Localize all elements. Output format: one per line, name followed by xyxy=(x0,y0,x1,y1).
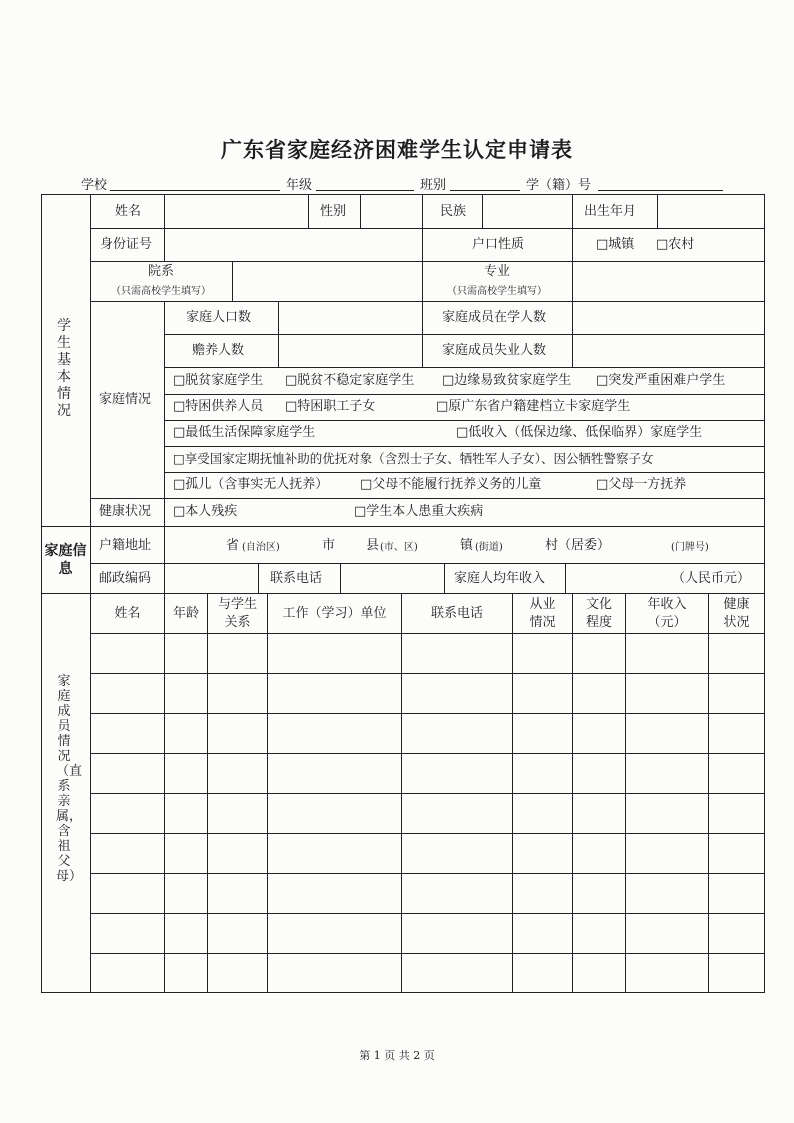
grade-field[interactable] xyxy=(316,190,414,191)
col-line xyxy=(308,194,309,228)
page-footer: 第 1 页 共 2 页 xyxy=(359,1049,435,1062)
urban-checkbox[interactable]: □城镇 xyxy=(596,237,635,252)
col-header-occupation: 从业 xyxy=(529,597,556,612)
id-no-label: 身份证号 xyxy=(100,237,153,252)
col-line xyxy=(267,593,268,993)
row-line xyxy=(164,420,764,421)
table-border-right xyxy=(764,194,765,993)
section-divider xyxy=(41,593,764,594)
rmb-note: （人民币元） xyxy=(672,571,751,586)
town-label: 镇 xyxy=(460,538,474,553)
members-unemployed-label: 家庭成员失业人数 xyxy=(442,343,547,358)
disability-checkbox[interactable]: □本人残疾 xyxy=(173,504,238,519)
dependents-label: 赡养人数 xyxy=(192,343,245,358)
health-label: 健康状况 xyxy=(99,504,152,519)
section-divider xyxy=(41,526,764,527)
gender-label: 性别 xyxy=(320,204,347,219)
row-line xyxy=(90,793,764,794)
col-line xyxy=(360,194,361,228)
household-size-label: 家庭人口数 xyxy=(186,310,252,325)
col-line xyxy=(482,194,483,228)
col-line xyxy=(207,593,208,993)
col-line xyxy=(657,194,658,228)
town-note: (街道) xyxy=(475,542,503,553)
class-label: 班别 xyxy=(420,178,447,193)
row-line xyxy=(90,713,764,714)
row-line xyxy=(164,446,764,447)
county-label: 县 xyxy=(366,538,380,553)
col-header-health: 健康 xyxy=(723,597,750,612)
row-line xyxy=(90,498,764,499)
rural-checkbox[interactable]: □农村 xyxy=(656,237,695,252)
school-label: 学校 xyxy=(81,178,108,193)
col-header-age: 年龄 xyxy=(172,606,199,621)
serious-illness-checkbox[interactable]: □学生本人患重大疾病 xyxy=(354,504,484,519)
col-header-education-2: 程度 xyxy=(585,615,612,630)
ethnicity-label: 民族 xyxy=(440,204,467,219)
postcode-label: 邮政编码 xyxy=(99,571,152,586)
col-header-phone: 联系电话 xyxy=(430,606,483,621)
col-header-occupation-2: 情况 xyxy=(529,615,556,630)
major-note: （只需高校学生填写） xyxy=(447,286,547,297)
row-line xyxy=(90,953,764,954)
county-note: (市、区) xyxy=(380,542,418,553)
village-label: 村（居委） xyxy=(545,538,611,553)
faculty-note: （只需高校学生填写） xyxy=(111,286,211,297)
family-situation-label: 家庭情况 xyxy=(99,392,152,407)
col-line xyxy=(565,563,566,593)
row-line xyxy=(90,301,764,302)
form-title: 广东省家庭经济困难学生认定申请表 xyxy=(221,138,573,162)
col-header-name: 姓名 xyxy=(114,606,141,621)
province-note: (自治区) xyxy=(242,542,280,553)
section-label-members: 家庭成员情况（直系亲属，含祖父母） xyxy=(56,674,83,884)
row-line xyxy=(90,563,764,564)
row-line xyxy=(90,228,764,229)
row-line xyxy=(90,913,764,914)
col-line xyxy=(422,194,423,367)
col-line xyxy=(625,593,626,993)
col-line xyxy=(232,261,233,301)
option-checkbox[interactable]: □特困供养人员 xyxy=(173,399,264,414)
row-line xyxy=(164,472,764,473)
col-line xyxy=(572,194,573,367)
col-line xyxy=(164,194,165,261)
row-line xyxy=(90,673,764,674)
section-label-basic: 学生基本情况 xyxy=(57,318,71,419)
option-checkbox[interactable]: □父母不能履行抚养义务的儿童 xyxy=(360,477,542,492)
col-header-health-2: 状况 xyxy=(723,615,750,630)
col-line xyxy=(164,526,165,593)
col-header-relation-2: 关系 xyxy=(224,615,251,630)
table-border-top xyxy=(41,194,764,195)
class-field[interactable] xyxy=(450,190,520,191)
col-line xyxy=(164,301,165,526)
row-line xyxy=(164,334,764,335)
col-header-income: 年收入 xyxy=(647,597,687,612)
col-line xyxy=(444,563,445,593)
section-label-family-info: 家庭信息 xyxy=(44,543,87,577)
col-line xyxy=(572,593,573,993)
grade-label: 年级 xyxy=(286,178,313,193)
row-line xyxy=(90,261,764,262)
col-line xyxy=(278,301,279,367)
province-label: 省 xyxy=(226,538,240,553)
name-label: 姓名 xyxy=(115,204,142,219)
row-line xyxy=(90,833,764,834)
col-header-employer: 工作（学习）单位 xyxy=(282,606,387,621)
faculty-label: 院系 xyxy=(147,264,174,279)
row-line xyxy=(164,367,764,368)
col-line xyxy=(401,593,402,993)
major-label: 专业 xyxy=(483,264,510,279)
col-line xyxy=(164,593,165,993)
hukou-type-label: 户口性质 xyxy=(472,237,525,252)
col-header-education: 文化 xyxy=(585,597,612,612)
option-checkbox[interactable]: □低收入（低保边缘、低保临界）家庭学生 xyxy=(456,425,703,440)
address-label: 户籍地址 xyxy=(99,538,152,553)
income-label: 家庭人均年收入 xyxy=(454,571,546,586)
option-checkbox[interactable]: □享受国家定期抚恤补助的优抚对象（含烈士子女、牺牲军人子女）、因公牺牲警察子女 xyxy=(173,451,654,466)
col-header-income-2: （元） xyxy=(647,615,687,630)
city-label: 市 xyxy=(322,538,336,553)
student-no-field[interactable] xyxy=(598,190,723,191)
option-checkbox[interactable]: □孤儿（含事实无人抚养） xyxy=(173,477,329,492)
col-line xyxy=(512,593,513,993)
phone-label: 联系电话 xyxy=(270,571,323,586)
option-checkbox[interactable]: □父母一方抚养 xyxy=(596,477,687,492)
row-line xyxy=(164,394,764,395)
option-checkbox[interactable]: □突发严重困难户学生 xyxy=(596,373,726,388)
door-no-note: (门牌号) xyxy=(671,542,709,553)
student-no-label: 学（籍）号 xyxy=(526,178,592,193)
option-checkbox[interactable]: □脱贫家庭学生 xyxy=(173,373,264,388)
row-line xyxy=(90,633,764,634)
col-line xyxy=(708,593,709,993)
birth-label: 出生年月 xyxy=(584,204,637,219)
col-header-relation: 与学生 xyxy=(217,597,257,612)
option-checkbox[interactable]: □最低生活保障家庭学生 xyxy=(173,425,316,440)
members-in-school-label: 家庭成员在学人数 xyxy=(442,310,547,325)
option-checkbox[interactable]: □边缘易致贫家庭学生 xyxy=(442,373,572,388)
option-checkbox[interactable]: □特困职工子女 xyxy=(285,399,376,414)
school-field[interactable] xyxy=(110,190,280,191)
option-checkbox[interactable]: □原广东省户籍建档立卡家庭学生 xyxy=(436,399,631,414)
col-line xyxy=(340,563,341,593)
col-line xyxy=(258,563,259,593)
row-line xyxy=(90,873,764,874)
option-checkbox[interactable]: □脱贫不稳定家庭学生 xyxy=(285,373,415,388)
table-border-bottom xyxy=(41,992,764,993)
row-line xyxy=(90,753,764,754)
